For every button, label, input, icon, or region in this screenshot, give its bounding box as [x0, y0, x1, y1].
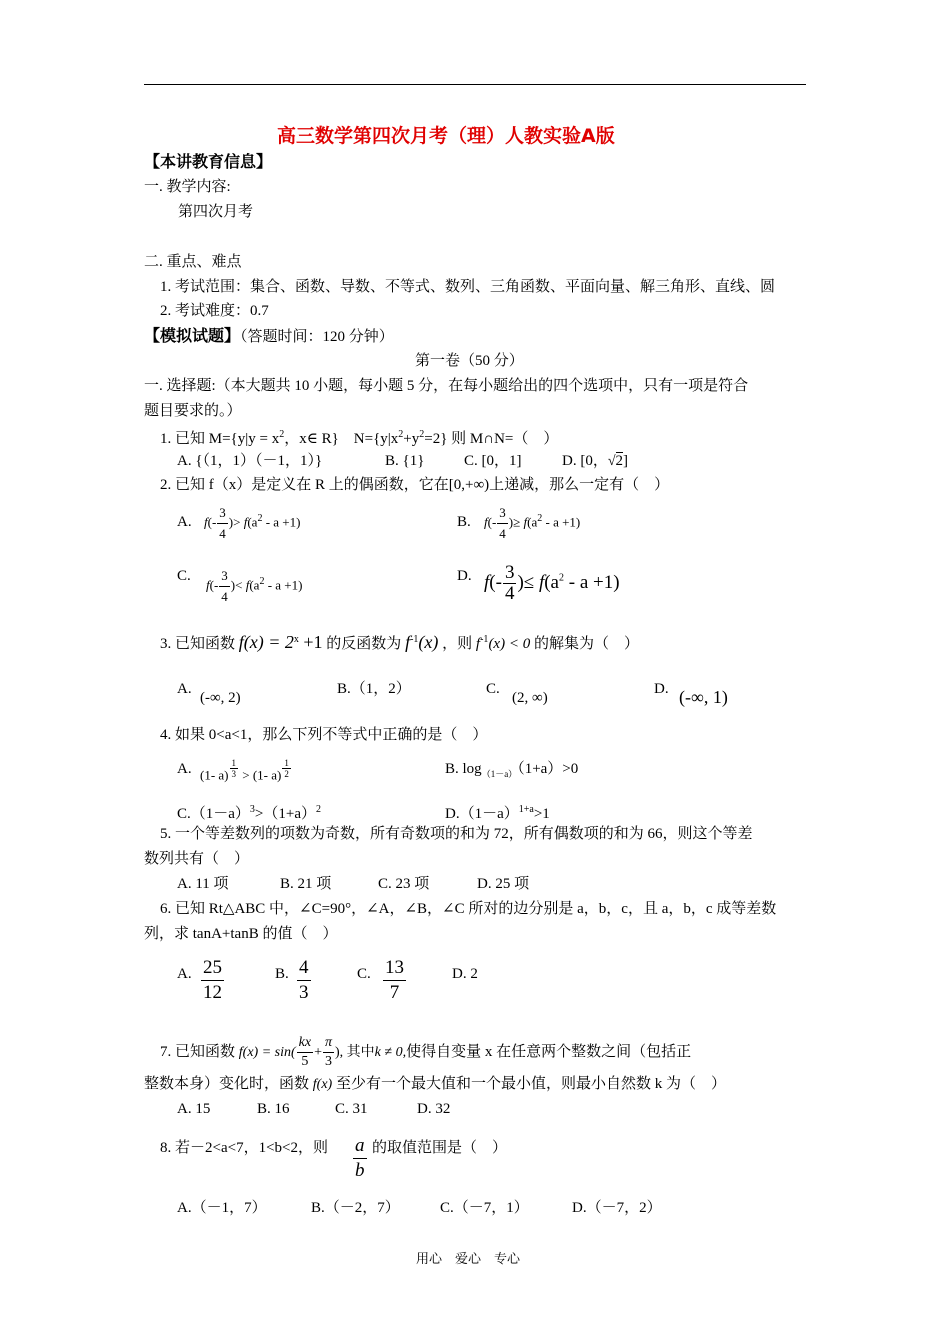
question-8-option-a: A.（－1，7）	[177, 1200, 267, 1216]
question-7-stem-line-1: 7. 已知函数 f(x) = sin( $\frac{kx}{5}$ + $\frac{\pi}{3}$ ), 其中k ≠ 0,使得自变量 x 在任意两个整数之间（包括正	[160, 1035, 692, 1069]
question-1-stem: 1. 已知 $M=\{y|y = x^2$，x∈ R} $N=\{y|x^2+y^2=2\}$ 则 M∩N=（ ）	[160, 429, 559, 447]
question-7-option-b: B. 16	[257, 1101, 290, 1117]
question-6-label-a: A.	[177, 966, 192, 982]
question-6-stem-line-1: 6. 已知 Rt△ABC 中，∠C=90°，∠A，∠B，∠C 所对的边分别是 a，b，c，且 a，b，c 成等差数	[160, 901, 777, 917]
section-instruction-line-1: 一. 选择题:（本大题共 10 小题，每小题 5 分，在每小题给出的四个选项中，只有一项是符合	[144, 378, 749, 394]
question-1-option-d: D. [0，√2]	[562, 453, 629, 469]
section-1-heading: 一. 教学内容:	[144, 179, 231, 195]
question-5-stem-line-1: 5. 一个等差数列的项数为奇数，所有奇数项的和为 72，所有偶数项的和为 66，则这个等差	[160, 826, 753, 842]
question-2-label-c: C.	[177, 568, 191, 584]
header-rule	[144, 84, 806, 85]
question-4-option-a: (1- a) $\frac{1}{3}$ > (1- a) $\frac{1}{2}$	[200, 758, 289, 783]
question-2-stem: 2. 已知 f（x）是定义在 R 上的偶函数，它在[0,+∞)上递减，那么一定有（ ）	[160, 477, 670, 493]
question-6-option-a: $\frac{25}{12}$	[203, 957, 222, 1003]
question-4-label-a: A.	[177, 761, 192, 777]
section-2-item-1: 1. 考试范围：集合、函数、导数、不等式、数列、三角函数、平面向量、解三角形、直线、圆	[160, 279, 776, 295]
question-1-option-b: B. {1}	[385, 453, 425, 469]
section-1-text: 第四次月考	[178, 204, 254, 220]
question-5-stem-line-2: 数列共有（ ）	[144, 851, 250, 867]
question-5-option-b: B. 21 项	[280, 876, 332, 892]
question-5-option-a: A. 11 项	[177, 876, 229, 892]
question-2-option-d: f(- $\frac{3}{4}$ )≤ $f(a^2 - a +1)$	[484, 562, 620, 604]
question-3-option-a: (-∞, 2)	[200, 690, 241, 706]
question-1-option-a: A. {（1，1）（－1，1）}	[177, 453, 323, 469]
section-2-heading: 二. 重点、难点	[144, 254, 242, 270]
question-6-stem-line-2: 列，求 tanA+tanB 的值（ ）	[144, 926, 338, 942]
question-2-label-d: D.	[457, 568, 472, 584]
question-2-option-a: f(- $\frac{3}{4}$ )> $f(a^2 - a +1)$	[204, 503, 300, 544]
question-8-fraction: $\frac{a}{b}$	[355, 1135, 365, 1181]
question-2-label-a: A.	[177, 514, 192, 530]
question-4-option-d: $D.(1-a)^{1+a}>1$	[445, 804, 550, 822]
question-6-option-b: $\frac{4}{3}$	[299, 957, 309, 1003]
question-4-stem: 4. 如果 0<a<1，那么下列不等式中正确的是（ ）	[160, 727, 488, 743]
question-7-option-c: C. 31	[335, 1101, 368, 1117]
section-2-item-2: 2. 考试难度：0.7	[160, 303, 269, 319]
question-2-label-b: B.	[457, 514, 471, 530]
question-3-option-c: (2, ∞)	[512, 690, 548, 706]
question-8-stem: 8. 若－2<a<7，1<b<2，则	[160, 1140, 328, 1156]
question-5-option-d: D. 25 项	[477, 876, 530, 892]
page-footer: 用心 爱心 专心	[416, 1251, 521, 1266]
sqrt-symbol: √	[607, 454, 616, 469]
question-3-option-d: (-∞, 1)	[679, 687, 728, 707]
test-header-line	[144, 326, 394, 347]
question-3-label-d: D.	[654, 681, 669, 697]
question-3-label-a: A.	[177, 681, 192, 697]
part-1-heading: 第一卷（50 分）	[415, 353, 524, 369]
question-7-option-a: A. 15	[177, 1101, 211, 1117]
question-5-option-c: C. 23 项	[378, 876, 430, 892]
question-8-option-c: C.（－7，1）	[440, 1200, 529, 1216]
test-header: 【模拟试题】	[144, 326, 241, 345]
info-header: 【本讲教育信息】	[144, 152, 273, 171]
section-instruction-line-2: 题目要求的。）	[144, 403, 242, 419]
question-6-option-d: D. 2	[452, 966, 478, 982]
question-7-stem-line-2: 整数本身）变化时，函数 f(x) 至少有一个最大值和一个最小值，则最小自然数 k 为（ ）	[144, 1076, 726, 1092]
question-3-stem: 3. 已知函数 $f(x) = 2^x +1$ 的反函数为 $f^{-1}(x)$ ，则 $f^{-1}(x) < 0$ 的解集为（ ）	[160, 632, 639, 652]
question-1-option-c: C. [0，1]	[464, 453, 522, 469]
question-4-option-b: B. $\log_{(1-a)}(1+a)>0$	[445, 761, 579, 779]
question-8-option-d: D.（－7，2）	[572, 1200, 662, 1216]
question-8-option-b: B.（－2，7）	[311, 1200, 400, 1216]
question-6-label-c: C.	[357, 966, 371, 982]
question-6-label-b: B.	[275, 966, 289, 982]
page-title: 高三数学第四次月考（理）人教实验A版	[277, 125, 615, 147]
question-4-option-c: $C.(1-a)^3>(1+a)^2$	[177, 804, 321, 822]
question-3-label-c: C.	[486, 681, 500, 697]
question-7-option-d: D. 32	[417, 1101, 451, 1117]
question-2-option-c: f(- $\frac{3}{4}$ )< $f(a^2 - a +1)$	[206, 566, 302, 607]
question-2-option-b: f(- $\frac{3}{4}$ )≥ $f(a^2 - a +1)$	[484, 503, 580, 544]
question-6-option-c: $\frac{13}{7}$	[385, 957, 404, 1003]
test-time: （答题时间：120 分钟）	[240, 329, 394, 345]
question-3-option-b: B.（1，2）	[337, 681, 411, 697]
question-8-stem-end: 的取值范围是（ ）	[372, 1140, 508, 1156]
